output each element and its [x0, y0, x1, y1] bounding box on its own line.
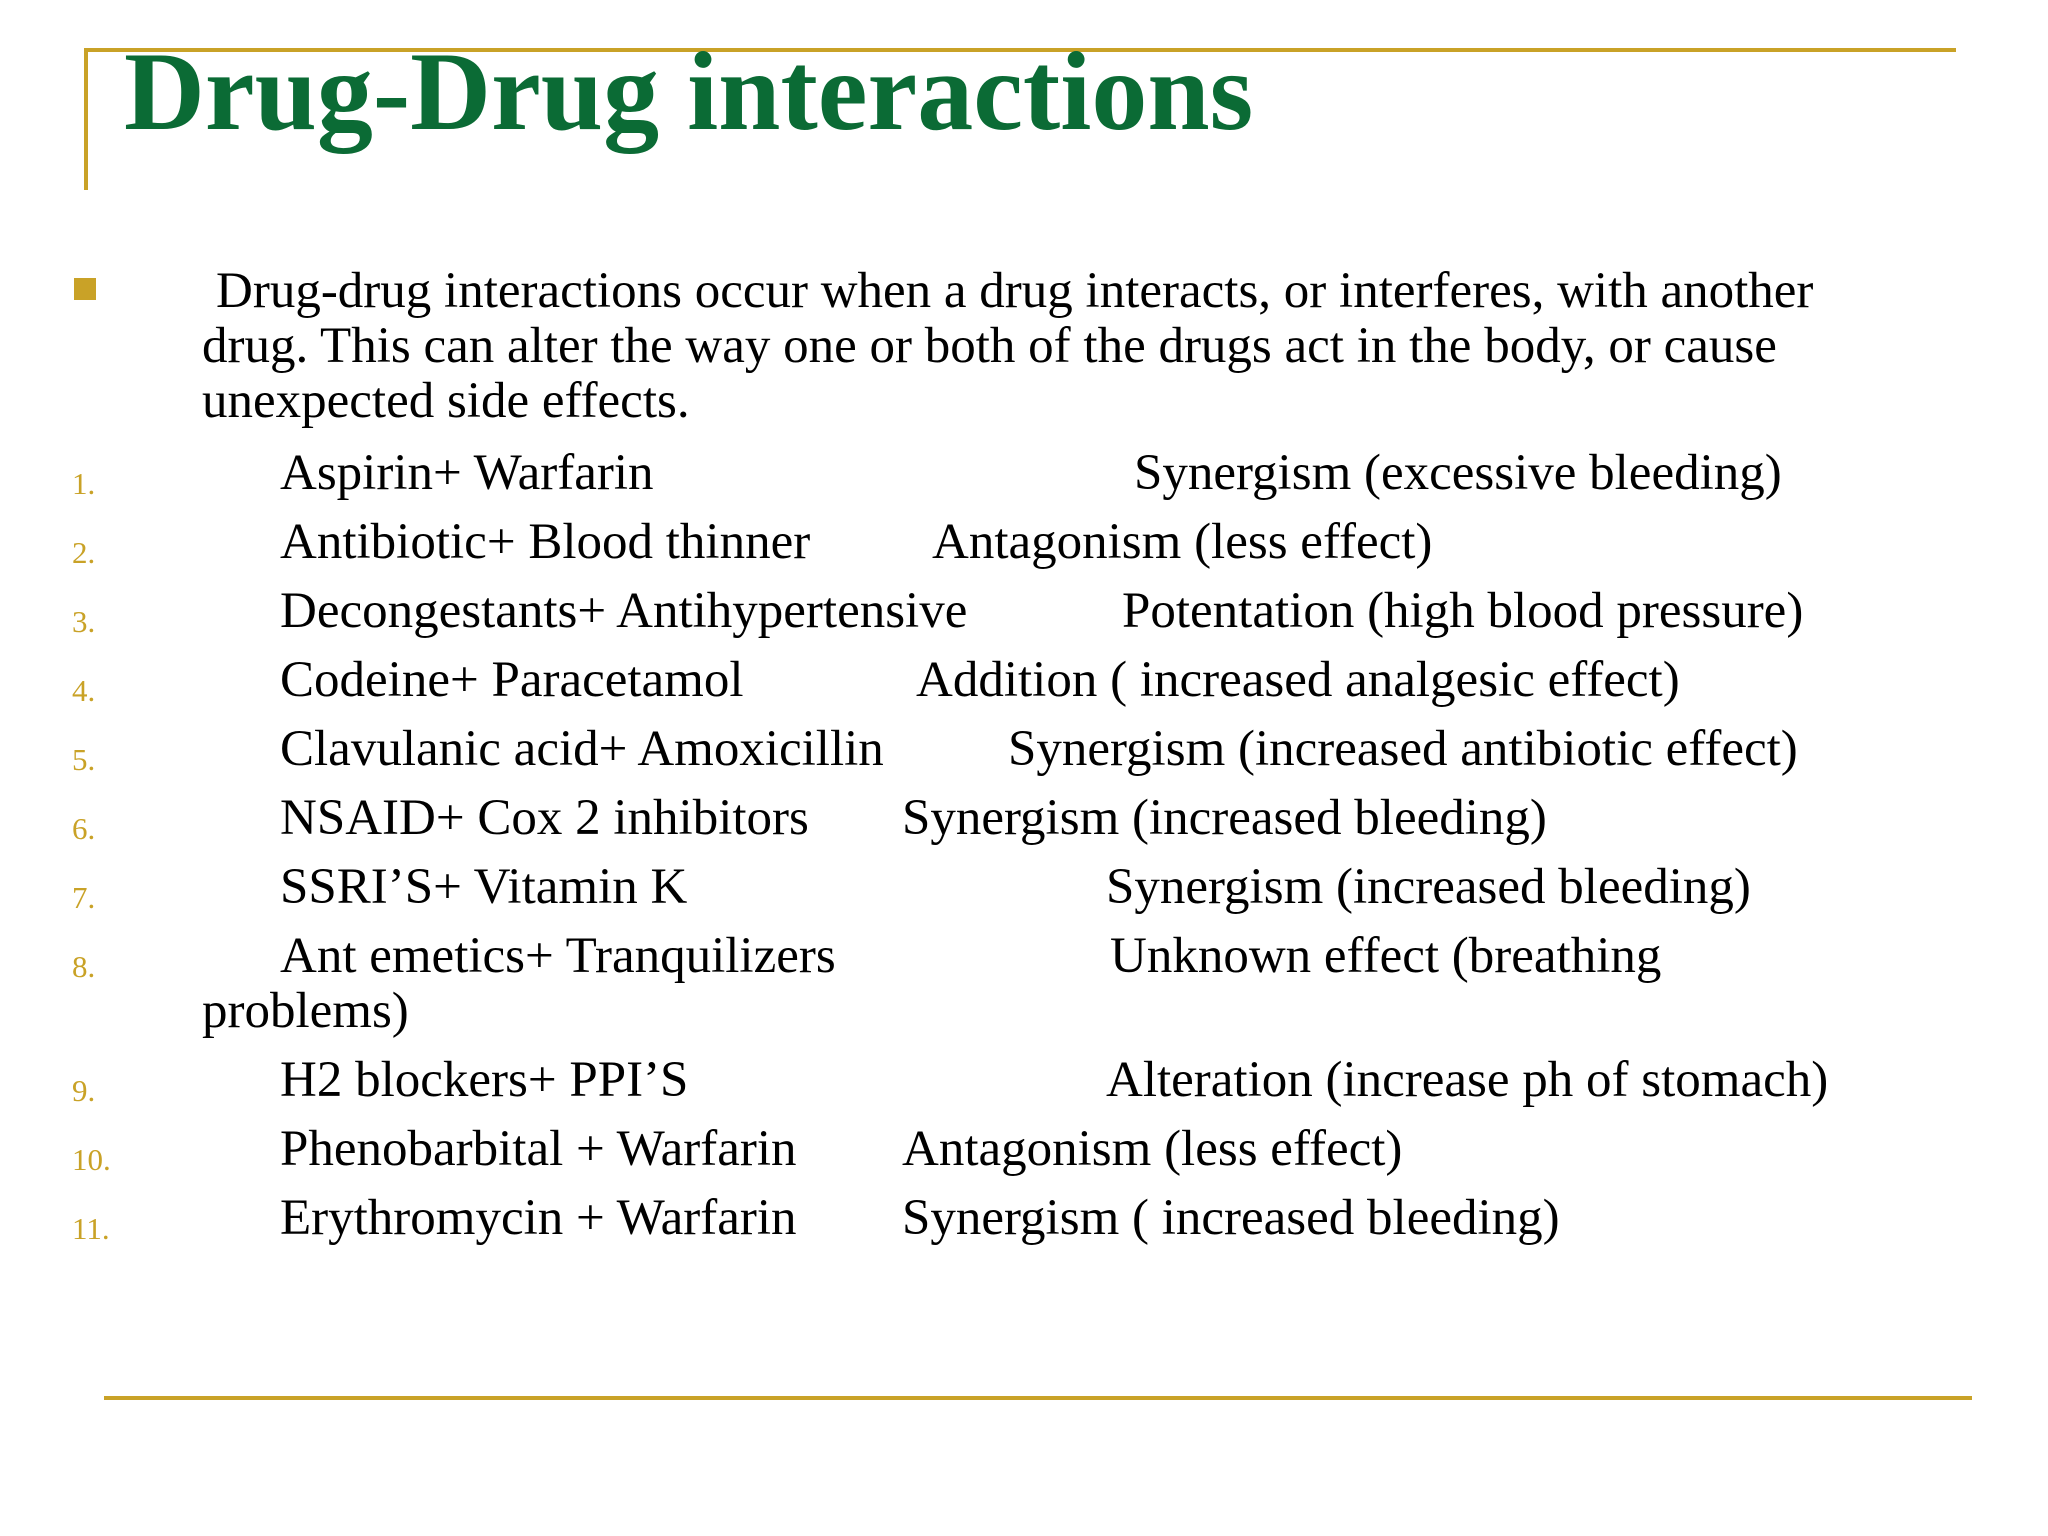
drug-pair: Antibiotic+ Blood thinner — [280, 514, 811, 570]
drug-pair: NSAID+ Cox 2 inhibitors — [280, 790, 809, 846]
drug-pair: SSRI’S+ Vitamin K — [280, 859, 688, 915]
square-bullet-icon — [74, 278, 96, 300]
list-item — [0, 446, 2048, 516]
list-item — [0, 1053, 2048, 1123]
list-item — [0, 722, 2048, 792]
list-item — [0, 791, 2048, 861]
drug-pair: Erythromycin + Warfarin — [280, 1190, 797, 1246]
bottom-rule — [104, 1396, 1972, 1400]
interaction-effect: Synergism (excessive bleeding) — [1134, 445, 1782, 501]
interaction-effect: Unknown effect (breathing — [1110, 928, 1662, 984]
interaction-effect: Synergism (increased bleeding) — [1106, 859, 1751, 915]
item-number: 7. — [72, 880, 96, 915]
list-item — [0, 929, 2048, 1054]
list-item — [0, 1191, 2048, 1261]
item-number: 10. — [72, 1142, 111, 1177]
interaction-effect: Addition ( increased analgesic effect) — [916, 652, 1680, 708]
list-item — [0, 515, 2048, 585]
item-number: 5. — [72, 742, 96, 777]
interaction-effect: Synergism ( increased bleeding) — [902, 1190, 1560, 1246]
drug-pair: Aspirin+ Warfarin — [280, 445, 654, 501]
list-item — [0, 653, 2048, 723]
item-number: 9. — [72, 1073, 96, 1108]
item-number: 6. — [72, 811, 96, 846]
list-item — [0, 1122, 2048, 1192]
drug-pair: Clavulanic acid+ Amoxicillin — [280, 721, 884, 777]
left-rule — [84, 48, 88, 190]
drug-pair: Ant emetics+ Tranquilizers — [280, 928, 836, 984]
item-number: 4. — [72, 673, 96, 708]
interaction-effect: Potentation (high blood pressure) — [1122, 583, 1804, 639]
drug-pair: Phenobarbital + Warfarin — [280, 1121, 797, 1177]
intro-paragraph: Drug-drug interactions occur when a drug interacts, or interferes, with another drug. This can alter the way one or both of the drugs act in the body, or cause unexpected side effects. — [202, 263, 1814, 429]
slide-title: Drug-Drug interactions — [124, 30, 1254, 154]
interaction-effect: Antagonism (less effect) — [902, 1121, 1403, 1177]
interaction-effect: Alteration (increase ph of stomach) — [1106, 1052, 1829, 1108]
drug-pair: Decongestants+ Antihypertensive — [280, 583, 968, 639]
drug-pair: Codeine+ Paracetamol — [280, 652, 744, 708]
item-number: 3. — [72, 604, 96, 639]
item-number: 2. — [72, 535, 96, 570]
interaction-effect-continued: problems) — [202, 983, 409, 1039]
interaction-effect: Antagonism (less effect) — [932, 514, 1433, 570]
interaction-effect: Synergism (increased antibiotic effect) — [1008, 721, 1798, 777]
item-number: 11. — [72, 1211, 110, 1246]
item-number: 8. — [72, 949, 96, 984]
list-item — [0, 584, 2048, 654]
interaction-effect: Synergism (increased bleeding) — [902, 790, 1547, 846]
drug-pair: H2 blockers+ PPI’S — [280, 1052, 689, 1108]
list-item — [0, 860, 2048, 930]
item-number: 1. — [72, 466, 96, 501]
